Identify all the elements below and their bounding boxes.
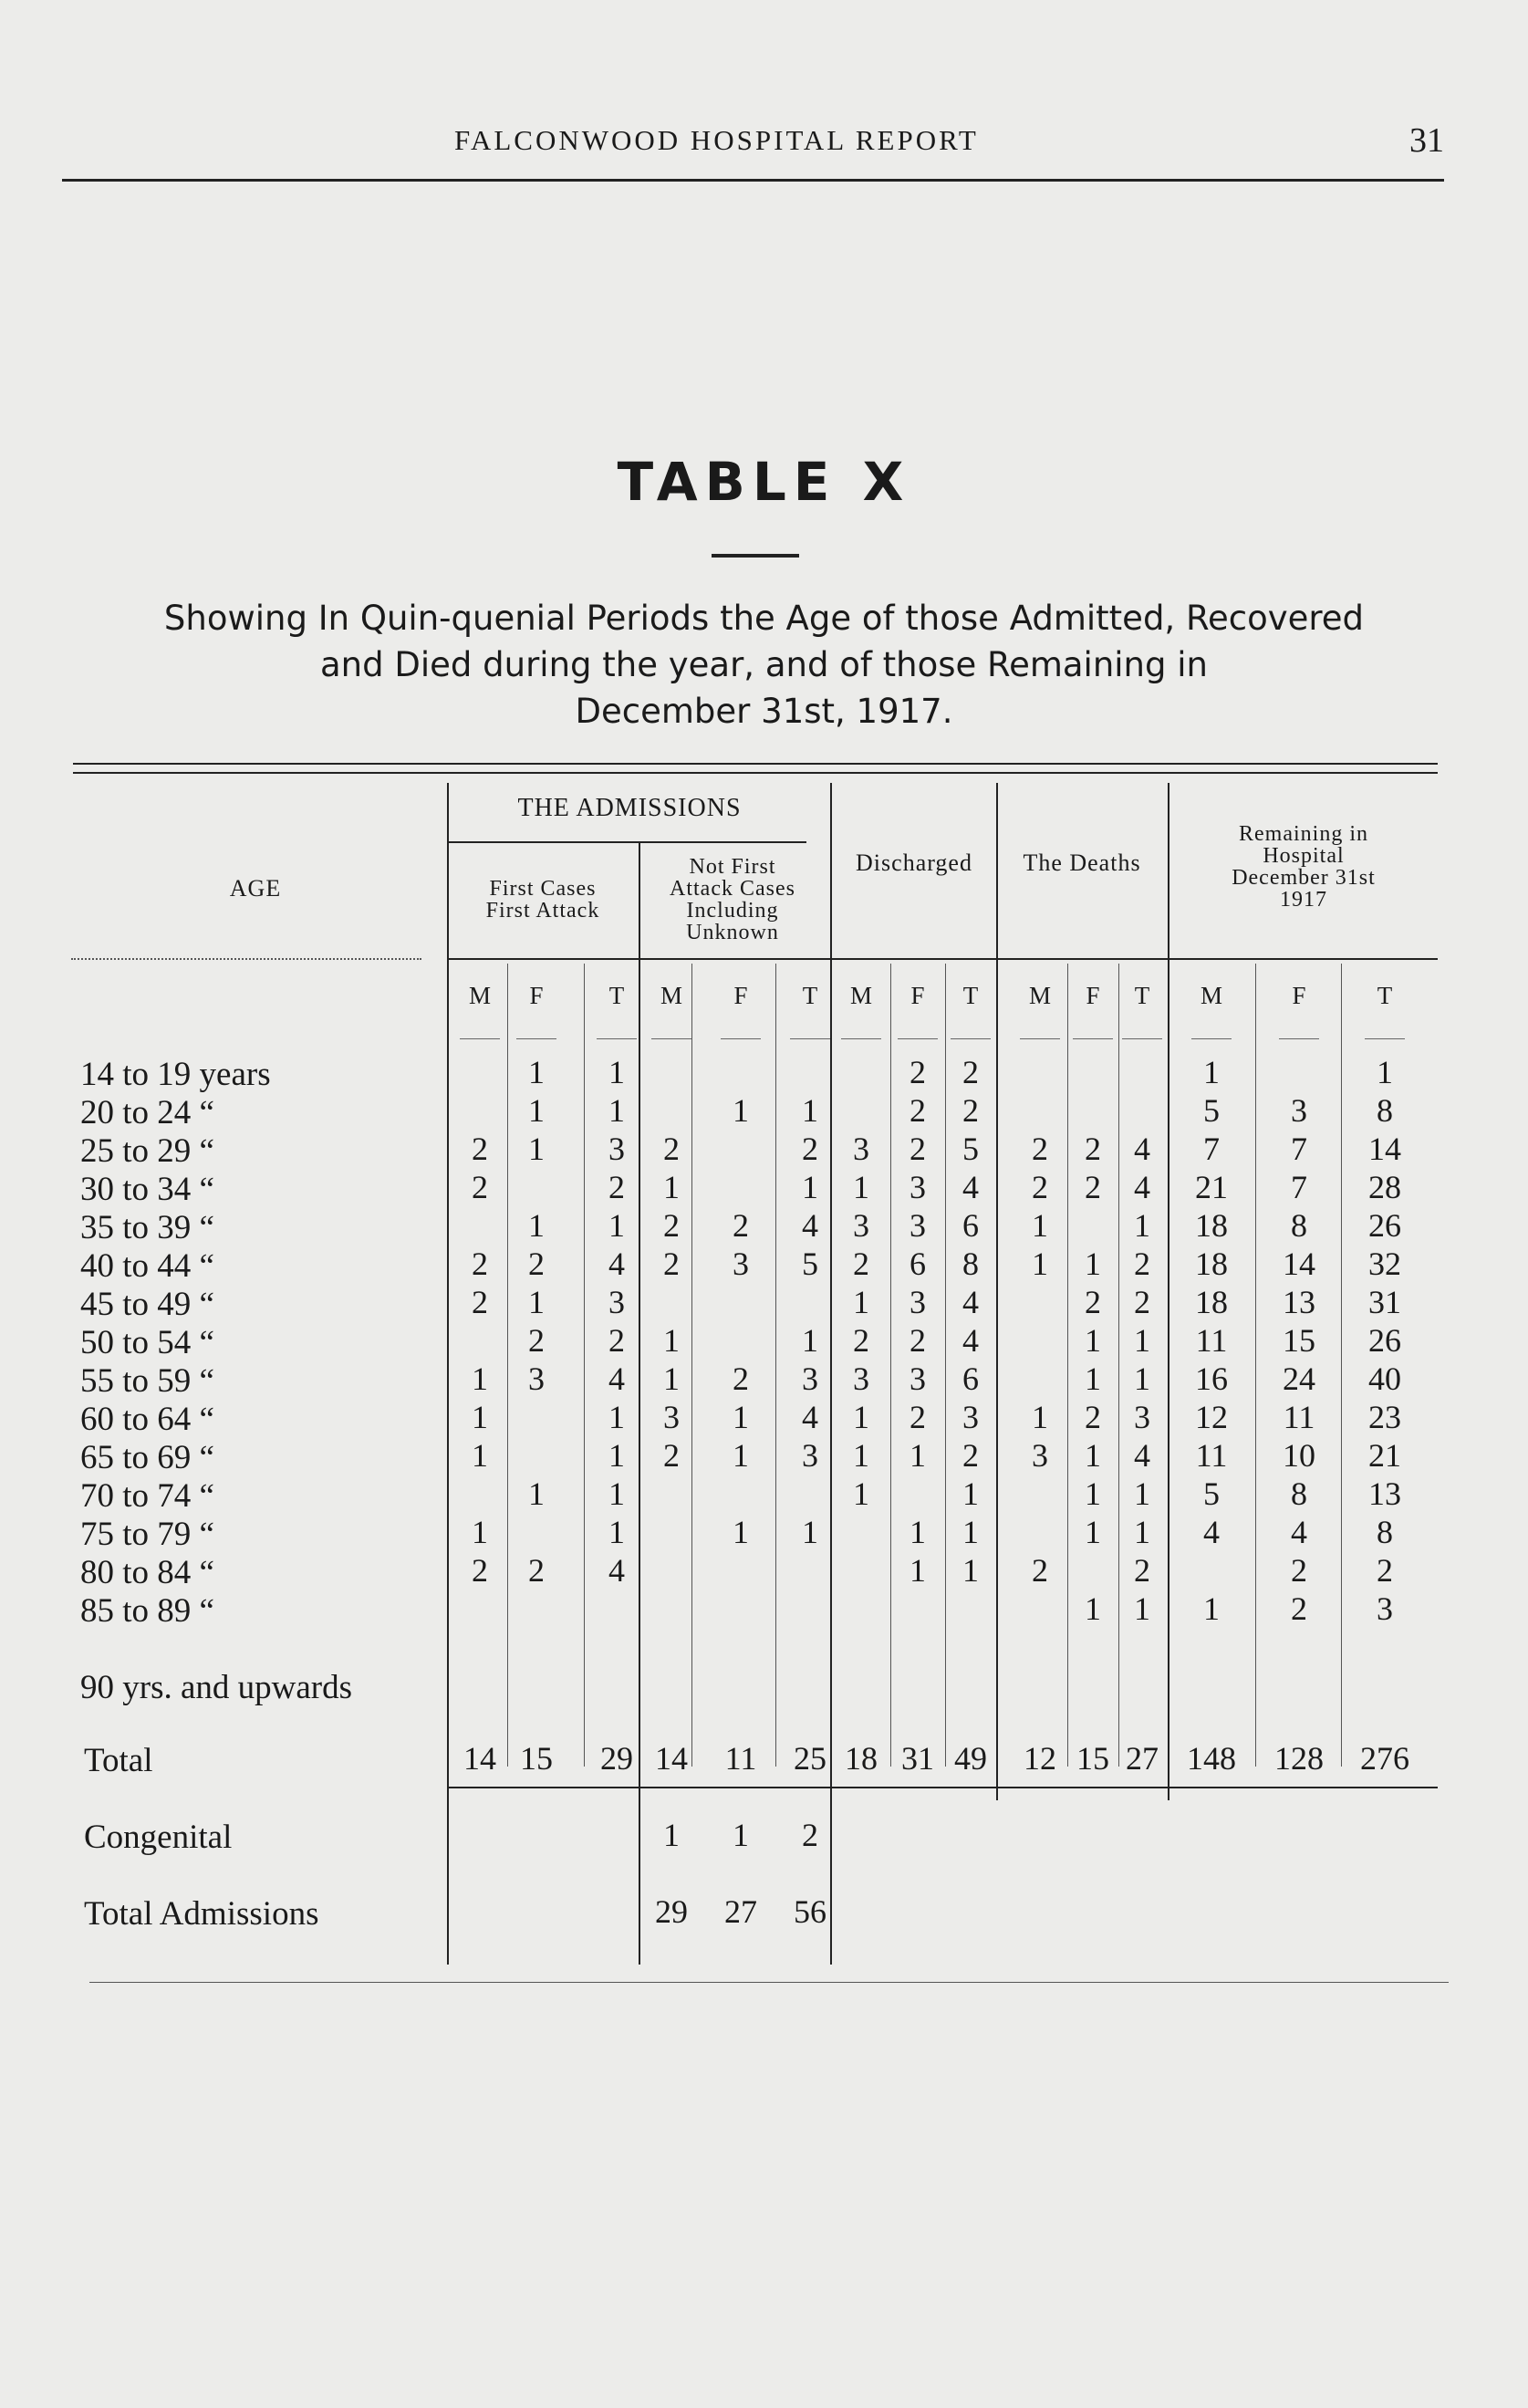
table-cell: 1: [962, 1475, 979, 1512]
table-cell: 1: [472, 1437, 488, 1474]
table-cell: 2: [472, 1552, 488, 1589]
table-cell: 2: [1032, 1131, 1048, 1167]
sub-header-rule: [651, 1038, 691, 1039]
sub-column-header: T: [962, 982, 979, 1009]
table-cell: 1: [733, 1092, 749, 1129]
table-cell: 2: [1085, 1169, 1101, 1205]
table-cell: 1: [733, 1514, 749, 1550]
not-first-line: Not First: [689, 855, 776, 879]
total-cell: 15: [1076, 1740, 1109, 1777]
table-cell: 1: [1032, 1399, 1048, 1435]
sub-header-rule: [1279, 1038, 1319, 1039]
table-cell: 1: [733, 1437, 749, 1474]
first-cases-header: [447, 878, 639, 922]
table-cell: 2: [1377, 1552, 1393, 1589]
table-cell: 3: [853, 1131, 869, 1167]
page-number: 31: [1409, 121, 1444, 160]
table-cell: 1: [663, 1169, 680, 1205]
table-cell: 2: [910, 1054, 926, 1090]
total-label: Total: [84, 1742, 153, 1779]
table-cell: 1: [472, 1399, 488, 1435]
table-cell: 1: [528, 1131, 545, 1167]
table-cell: 2: [1085, 1131, 1101, 1167]
first-cases-line: First Cases: [489, 877, 597, 901]
age-label: 14 to 19 years: [80, 1056, 271, 1093]
table-cell: 2: [528, 1322, 545, 1359]
table-cell: 2: [1134, 1552, 1150, 1589]
table-cell: 2: [733, 1360, 749, 1397]
table-cell: 3: [962, 1399, 979, 1435]
table-cell: 1: [1134, 1590, 1150, 1627]
table-cell: 2: [663, 1131, 680, 1167]
total-cell: 25: [794, 1740, 826, 1777]
table-cell: 13: [1283, 1284, 1315, 1320]
total-cell: 18: [845, 1740, 878, 1777]
table-cell: 2: [962, 1437, 979, 1474]
table-cell: 3: [910, 1284, 926, 1320]
table-cell: 1: [1085, 1590, 1101, 1627]
age-label: 20 to 24 “: [80, 1094, 214, 1131]
table-cell: 1: [1032, 1246, 1048, 1282]
age-label: 90 yrs. and upwards: [80, 1669, 353, 1706]
table-cell: 4: [608, 1552, 625, 1589]
sub-column-separator: [945, 964, 946, 1767]
total-cell: 14: [463, 1740, 496, 1777]
table-cell: 3: [853, 1207, 869, 1244]
table-cell: 2: [1085, 1284, 1101, 1320]
table-cell: 2: [472, 1284, 488, 1320]
admissions-rule: [449, 841, 806, 843]
total-rule: [447, 1787, 1438, 1788]
table-cell: 1: [1085, 1475, 1101, 1512]
table-cell: 8: [962, 1246, 979, 1282]
sub-column-separator: [1341, 964, 1342, 1767]
table-cell: 2: [1032, 1169, 1048, 1205]
sub-column-header: F: [1086, 982, 1100, 1009]
table-cell: 2: [1134, 1246, 1150, 1282]
table-cell: 18: [1195, 1284, 1228, 1320]
table-cell: 1: [853, 1399, 869, 1435]
sub-header-rule: [721, 1038, 761, 1039]
table-cell: 2: [472, 1246, 488, 1282]
table-cell: 23: [1368, 1399, 1401, 1435]
table-cell: 3: [802, 1437, 818, 1474]
table-cell: 3: [910, 1207, 926, 1244]
table-cell: 4: [802, 1207, 818, 1244]
sub-column-header: F: [733, 982, 748, 1009]
total-cell: 276: [1360, 1740, 1409, 1777]
table-cell: 8: [1377, 1092, 1393, 1129]
table-cell: 4: [962, 1322, 979, 1359]
table-cell: 3: [1134, 1399, 1150, 1435]
sub-header-rule: [516, 1038, 556, 1039]
remaining-line: Hospital: [1263, 844, 1345, 868]
table-cell: 1: [802, 1322, 818, 1359]
table-cell: 1: [528, 1475, 545, 1512]
table-cell: 1: [1085, 1246, 1101, 1282]
age-label: 40 to 44 “: [80, 1247, 214, 1285]
table-cell: 14: [1368, 1131, 1401, 1167]
sub-column-separator: [691, 964, 692, 1767]
table-cell: 24: [1283, 1360, 1315, 1397]
age-dotted-rule: [71, 958, 421, 960]
table-cell: 5: [1203, 1475, 1220, 1512]
table-cell: 8: [1291, 1207, 1307, 1244]
table-cell: 1: [1134, 1360, 1150, 1397]
table-cell: 3: [1377, 1590, 1393, 1627]
sub-column-header: F: [1292, 982, 1306, 1009]
table-cell: 3: [663, 1399, 680, 1435]
remaining-header: [1169, 823, 1438, 911]
table-cell: 2: [910, 1322, 926, 1359]
congenital-label: Congenital: [84, 1819, 233, 1856]
sub-column-header: T: [802, 982, 818, 1009]
table-cell: 4: [1134, 1131, 1150, 1167]
table-cell: 6: [962, 1360, 979, 1397]
sub-column-header: M: [1028, 982, 1051, 1009]
table-cell: 1: [853, 1169, 869, 1205]
table-cell: 32: [1368, 1246, 1401, 1282]
age-label: 30 to 34 “: [80, 1171, 214, 1208]
sub-header-rule: [951, 1038, 991, 1039]
age-label: 70 to 74 “: [80, 1477, 214, 1515]
table-cell: 4: [962, 1284, 979, 1320]
table-cell: 1: [853, 1437, 869, 1474]
table-cell: 28: [1368, 1169, 1401, 1205]
table-cell: 3: [528, 1360, 545, 1397]
table-cell: 2: [853, 1246, 869, 1282]
table-cell: 2: [910, 1092, 926, 1129]
table-cell: 2: [608, 1322, 625, 1359]
table-cell: 2: [1032, 1552, 1048, 1589]
table-cell: 2: [472, 1169, 488, 1205]
table-cell: 18: [1195, 1207, 1228, 1244]
table-cell: 1: [910, 1437, 926, 1474]
table-cell: 5: [802, 1246, 818, 1282]
table-cell: 1: [608, 1514, 625, 1550]
table-cell: 8: [1377, 1514, 1393, 1550]
admissions-header: THE ADMISSIONS: [517, 794, 742, 822]
table-cell: 18: [1195, 1246, 1228, 1282]
congenital-cell: 1: [733, 1817, 749, 1853]
table-cell: 3: [910, 1360, 926, 1397]
age-label: 65 to 69 “: [80, 1439, 214, 1476]
table-cell: 1: [802, 1092, 818, 1129]
age-label: 80 to 84 “: [80, 1554, 214, 1591]
table-cell: 12: [1195, 1399, 1228, 1435]
sub-header-rule: [898, 1038, 938, 1039]
age-label: 45 to 49 “: [80, 1286, 214, 1323]
table-cell: 2: [910, 1399, 926, 1435]
total-cell: 15: [520, 1740, 553, 1777]
running-title: FALCONWOOD HOSPITAL REPORT: [454, 124, 979, 156]
total-cell: 27: [1126, 1740, 1159, 1777]
table-cell: 2: [853, 1322, 869, 1359]
table-cell: 1: [910, 1552, 926, 1589]
table-cell: 2: [472, 1131, 488, 1167]
table-cell: 5: [962, 1131, 979, 1167]
table-cell: 11: [1283, 1399, 1315, 1435]
table-cell: 1: [1134, 1475, 1150, 1512]
total-cell: 29: [600, 1740, 633, 1777]
table-cell: 2: [1085, 1399, 1101, 1435]
table-cell: 14: [1283, 1246, 1315, 1282]
table-cell: 2: [962, 1054, 979, 1090]
sub-header-rule: [1073, 1038, 1113, 1039]
table-cell: 15: [1283, 1322, 1315, 1359]
discharged-header: Discharged: [856, 850, 972, 876]
table-cell: 2: [663, 1246, 680, 1282]
table-cell: 1: [1085, 1322, 1101, 1359]
total-cell: 14: [655, 1740, 688, 1777]
table-cell: 40: [1368, 1360, 1401, 1397]
total-admissions-label: Total Admissions: [84, 1895, 319, 1933]
table-cell: 11: [1195, 1322, 1228, 1359]
table-cell: 2: [663, 1437, 680, 1474]
table-cell: 1: [608, 1054, 625, 1090]
table-cell: 1: [1085, 1360, 1101, 1397]
table-cell: 1: [608, 1207, 625, 1244]
total-cell: 148: [1187, 1740, 1236, 1777]
table-cell: 2: [962, 1092, 979, 1129]
table-cell: 6: [962, 1207, 979, 1244]
congenital-cell: 2: [802, 1817, 818, 1853]
table-cell: 21: [1195, 1169, 1228, 1205]
table-cell: 2: [528, 1552, 545, 1589]
age-label: 50 to 54 “: [80, 1324, 214, 1361]
total-cell: 12: [1024, 1740, 1056, 1777]
not-first-line: Including: [686, 899, 779, 923]
table-cell: 1: [853, 1475, 869, 1512]
table-cell: 4: [1134, 1169, 1150, 1205]
table-cell: 1: [1134, 1207, 1150, 1244]
table-cell: 4: [1203, 1514, 1220, 1550]
total-cell: 49: [954, 1740, 987, 1777]
table-cell: 21: [1368, 1437, 1401, 1474]
sub-column-header: F: [910, 982, 925, 1009]
sub-column-header: M: [468, 982, 491, 1009]
table-cell: 4: [608, 1246, 625, 1282]
sub-header-rule: [597, 1038, 637, 1039]
header-bottom-rule: [447, 958, 1438, 960]
table-cell: 1: [472, 1514, 488, 1550]
table-cell: 2: [1134, 1284, 1150, 1320]
age-label: 25 to 29 “: [80, 1132, 214, 1170]
sub-column-header: M: [1200, 982, 1222, 1009]
age-label: 55 to 59 “: [80, 1362, 214, 1400]
table-cell: 3: [733, 1246, 749, 1282]
first-cases-line: First Attack: [485, 899, 600, 923]
table-cell: 1: [802, 1169, 818, 1205]
table-cell: 3: [608, 1131, 625, 1167]
total-admissions-cell: 27: [724, 1893, 757, 1930]
table-cell: 4: [962, 1169, 979, 1205]
remaining-line: December 31st: [1232, 866, 1376, 890]
table-cell: 3: [1291, 1092, 1307, 1129]
table-cell: 5: [1203, 1092, 1220, 1129]
sub-column-separator: [1118, 964, 1119, 1767]
table-cell: 1: [1203, 1054, 1220, 1090]
not-first-line: Attack Cases: [670, 877, 795, 901]
not-first-line: Unknown: [686, 921, 779, 944]
table-cell: 10: [1283, 1437, 1315, 1474]
sub-column-header: F: [529, 982, 544, 1009]
total-cell: 128: [1274, 1740, 1324, 1777]
table-cell: 3: [910, 1169, 926, 1205]
table-cell: 1: [1134, 1514, 1150, 1550]
table-cell: 3: [853, 1360, 869, 1397]
table-cell: 4: [1134, 1437, 1150, 1474]
table-cell: 1: [528, 1284, 545, 1320]
deaths-header: The Deaths: [1023, 850, 1141, 876]
table-cell: 2: [733, 1207, 749, 1244]
sub-header-rule: [460, 1038, 500, 1039]
age-label: 35 to 39 “: [80, 1209, 214, 1246]
subtitle-line: and Died during the year, and of those Remaining in: [320, 645, 1208, 684]
sub-header-rule: [841, 1038, 881, 1039]
table-cell: 1: [962, 1514, 979, 1550]
sub-column-header: T: [1134, 982, 1150, 1009]
sub-column-separator: [1067, 964, 1068, 1767]
remaining-line: 1917: [1280, 888, 1327, 912]
age-header: AGE: [229, 875, 282, 902]
age-label: 60 to 64 “: [80, 1401, 214, 1438]
sub-column-separator: [775, 964, 776, 1767]
table-cell: 1: [853, 1284, 869, 1320]
table-cell: 1: [1377, 1054, 1393, 1090]
total-cell: 11: [724, 1740, 757, 1777]
sub-column-separator: [507, 964, 508, 1767]
table-cell: 1: [528, 1207, 545, 1244]
sub-header-rule: [1122, 1038, 1162, 1039]
table-cell: 3: [802, 1360, 818, 1397]
table-cell: 2: [1291, 1552, 1307, 1589]
subtitle-line: Showing In Quin-quenial Periods the Age of those Admitted, Recovered: [163, 599, 1365, 638]
table-cell: 2: [528, 1246, 545, 1282]
table-cell: 8: [1291, 1475, 1307, 1512]
total-admissions-cell: 56: [794, 1893, 826, 1930]
table-cell: 2: [802, 1131, 818, 1167]
table-cell: 26: [1368, 1207, 1401, 1244]
table-cell: 4: [608, 1360, 625, 1397]
table-cell: 1: [1085, 1514, 1101, 1550]
sub-column-header: T: [1377, 982, 1393, 1009]
table-cell: 7: [1203, 1131, 1220, 1167]
table-title: TABLE X: [617, 451, 911, 513]
table-cell: 1: [733, 1399, 749, 1435]
table-cell: 1: [608, 1399, 625, 1435]
table-cell: 13: [1368, 1475, 1401, 1512]
sub-column-header: T: [608, 982, 625, 1009]
sub-column-header: M: [660, 982, 682, 1009]
table-cell: 4: [1291, 1514, 1307, 1550]
table-cell: 1: [608, 1475, 625, 1512]
table-cell: 1: [1032, 1207, 1048, 1244]
table-cell: 1: [1134, 1322, 1150, 1359]
sub-column-separator: [890, 964, 891, 1767]
table-cell: 4: [802, 1399, 818, 1435]
remaining-line: Remaining in: [1239, 822, 1368, 846]
table-cell: 1: [1203, 1590, 1220, 1627]
table-cell: 2: [910, 1131, 926, 1167]
age-label: 75 to 79 “: [80, 1516, 214, 1553]
sub-header-rule: [1020, 1038, 1060, 1039]
table-cell: 1: [962, 1552, 979, 1589]
congenital-cell: 1: [663, 1817, 680, 1853]
sub-header-rule: [1365, 1038, 1405, 1039]
table-cell: 2: [663, 1207, 680, 1244]
table-bottom-rule: [89, 1982, 1449, 1983]
table-cell: 1: [802, 1514, 818, 1550]
table-cell: 26: [1368, 1322, 1401, 1359]
table-cell: 1: [528, 1092, 545, 1129]
subtitle-line: December 31st, 1917.: [575, 692, 953, 731]
sub-column-header: M: [849, 982, 872, 1009]
table-cell: 2: [608, 1169, 625, 1205]
sub-column-separator: [1255, 964, 1256, 1767]
table-cell: 7: [1291, 1131, 1307, 1167]
table-cell: 11: [1195, 1437, 1228, 1474]
table-cell: 3: [1032, 1437, 1048, 1474]
not-first-header: [639, 856, 826, 943]
sub-header-rule: [1191, 1038, 1232, 1039]
table-cell: 1: [608, 1092, 625, 1129]
table-cell: 3: [608, 1284, 625, 1320]
table-cell: 31: [1368, 1284, 1401, 1320]
table-cell: 1: [472, 1360, 488, 1397]
table-cell: 6: [910, 1246, 926, 1282]
table-cell: 1: [663, 1360, 680, 1397]
table-cell: 1: [910, 1514, 926, 1550]
table-cell: 1: [608, 1437, 625, 1474]
age-label: 85 to 89 “: [80, 1592, 214, 1630]
total-admissions-cell: 29: [655, 1893, 688, 1930]
table-cell: 1: [1085, 1437, 1101, 1474]
table-cell: 1: [663, 1322, 680, 1359]
table-cell: 16: [1195, 1360, 1228, 1397]
table-cell: 7: [1291, 1169, 1307, 1205]
sub-header-rule: [790, 1038, 830, 1039]
table-cell: 2: [1291, 1590, 1307, 1627]
table-cell: 1: [528, 1054, 545, 1090]
total-cell: 31: [901, 1740, 934, 1777]
sub-column-separator: [584, 964, 585, 1767]
